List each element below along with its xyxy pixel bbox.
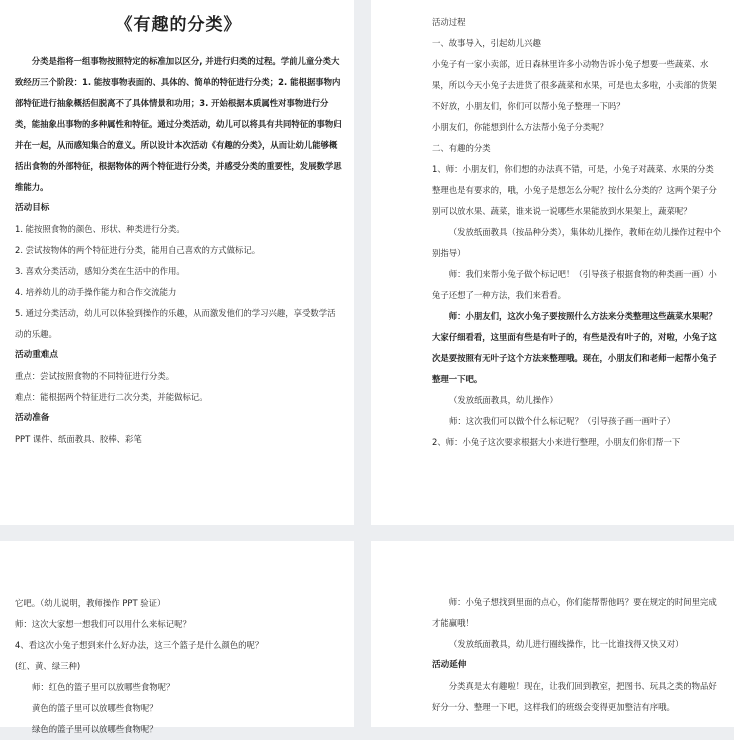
question-line-1: 师：这次大家想一想我们可以用什么来标记呢？ <box>15 619 191 629</box>
yellow-basket-question: 黄色的篮子里可以放哪些食物呢？ <box>32 703 158 713</box>
question-line: 小朋友们，你能想到什么方法帮小兔子分类呢？ <box>432 122 608 132</box>
story-paragraph: 小兔子有一家小卖部，近日森林里许多小动物告诉小兔子想要一些蔬菜、水果，所以今天小兔子去进货了很多蔬菜和水果，可是也太多啦，小卖部的货架不好放，小朋友们，你们可以帮小兔子整理一下吗？ <box>432 59 717 111</box>
extension-paragraph: 分类真是太有趣啦！现在，让我们回到教室，把图书、玩具之类的物品好好分一分、整理一下吧，这样我们的班级会变得更加整洁有序哦。 <box>432 681 717 712</box>
continuation-line: 它吧。（幼儿说明，教师操作 PPT 验证） <box>15 598 166 608</box>
document-page-1 <box>0 0 354 525</box>
red-basket-question: 师：红色的篮子里可以放哪些食物呢？ <box>32 682 175 692</box>
bold-teacher-paragraph: 师：小朋友们，这次小兔子要按照什么方法来分类整理这些蔬菜水果呢？大家仔细看看，这里面有些是有叶子的，有些是没有叶子的，对啦，小兔子这次是要按照有无叶子这个方法来整理哦。现在，小朋友们和老师一起帮小兔子整理一下吧。 <box>432 311 717 384</box>
document-title: 《有趣的分类》 <box>115 15 242 35</box>
marking-paragraph-1: 师：我们来帮小兔子做个标记吧！（引导孩子根据食物的种类画一画）小兔子还想了一种方法，我们来看看。 <box>432 269 717 300</box>
operation-note-2: （发放纸面教具，幼儿操作） <box>449 395 558 405</box>
document-page-4 <box>371 541 734 727</box>
goal-item: 2. 尝试按物体的两个特征进行分类，能用自己喜欢的方式做标记。 <box>15 245 261 255</box>
operation-note-3: （发放纸面教具，幼儿进行圈线操作，比一比谁找得又快又对） <box>449 639 684 649</box>
key-points-heading: 活动重难点 <box>15 350 58 360</box>
process-heading: 活动过程 <box>432 17 466 27</box>
goal-item: 4. 培养幼儿的动手操作能力和合作交流能力 <box>15 287 177 297</box>
teacher-line-2: 2、师：小兔子这次要求根据大小来进行整理，小朋友们你们帮一下 <box>432 437 681 447</box>
goals-heading: 活动目标 <box>15 203 50 213</box>
goal-item: 3. 喜欢分类活动，感知分类在生活中的作用。 <box>15 266 185 276</box>
preparation-heading: 活动准备 <box>15 413 50 423</box>
teacher-paragraph-1: 1、师：小朋友们，你们想的办法真不错，可是，小兔子对蔬菜、水果的分类整理也是有要求的，哦，小兔子是想怎么分呢？按什么分类的？这两个架子分别可以放水果、蔬菜，谁来说一说哪些水果能放到水果架上，蔬菜呢？ <box>432 164 717 216</box>
preparation-text: PPT 课件、纸面教具、胶棒、彩笔 <box>15 434 142 444</box>
document-page-2 <box>371 0 734 525</box>
goal-item: 5. 通过分类活动，幼儿可以体验到操作的乐趣，从而激发他们的学习兴趣，享受数学活动的乐趣。 <box>15 308 336 339</box>
section-1-heading: 一、故事导入，引起幼儿兴趣 <box>432 38 541 48</box>
colors-line: (红、黄、绿三种) <box>15 661 81 671</box>
document-page-3 <box>0 541 354 734</box>
question-line-2: 4、看这次小兔子想到来什么好办法，这三个篮子是什么颜色的呢？ <box>15 640 264 650</box>
intro-paragraph: 分类是指将一组事物按照特定的标准加以区分, 并进行归类的过程。学前儿童分类大致经历三个阶段：1. 能按事物表面的、具体的、简单的特征进行分类；2. 能根据事物内部特征进行抽象概括但脱离不了具体情景和功用；3. 开始根据本质属性对事物进行分类，能抽象出事物的多种属性和特征。通过分类活动，幼儿可以将具有共同特征的事物归并在一起，从而感知集合的意义。所以设计本次活动《有趣的分类》，从而让幼儿能够概括出食物的外部特征，根据物体的两个特征进行分类，并感受分类的重要性，发展数学思维能力。 <box>15 56 342 192</box>
operation-note-1: （发放纸面教具（按品种分类），集体幼儿操作，教师在幼儿操作过程中个别指导） <box>432 227 721 258</box>
green-basket-question: 绿色的篮子里可以放哪些食物呢？ <box>32 724 158 734</box>
marking-line-2: 师：这次我们可以做个什么标记呢？（引导孩子画一画叶子） <box>449 416 676 426</box>
extension-heading: 活动延伸 <box>432 660 467 670</box>
goal-item: 1. 能按照食物的颜色、形状、种类进行分类。 <box>15 224 185 234</box>
section-2-heading: 二、有趣的分类 <box>432 143 491 153</box>
snack-paragraph: 师：小兔子想找到里面的点心，你们能帮帮他吗？要在规定的时间里完成才能赢哦！ <box>432 597 717 628</box>
difficult-point: 难点：能根据两个特征进行二次分类，并能做标记。 <box>15 392 208 402</box>
key-point: 重点：尝试按照食物的不同特征进行分类。 <box>15 371 175 381</box>
